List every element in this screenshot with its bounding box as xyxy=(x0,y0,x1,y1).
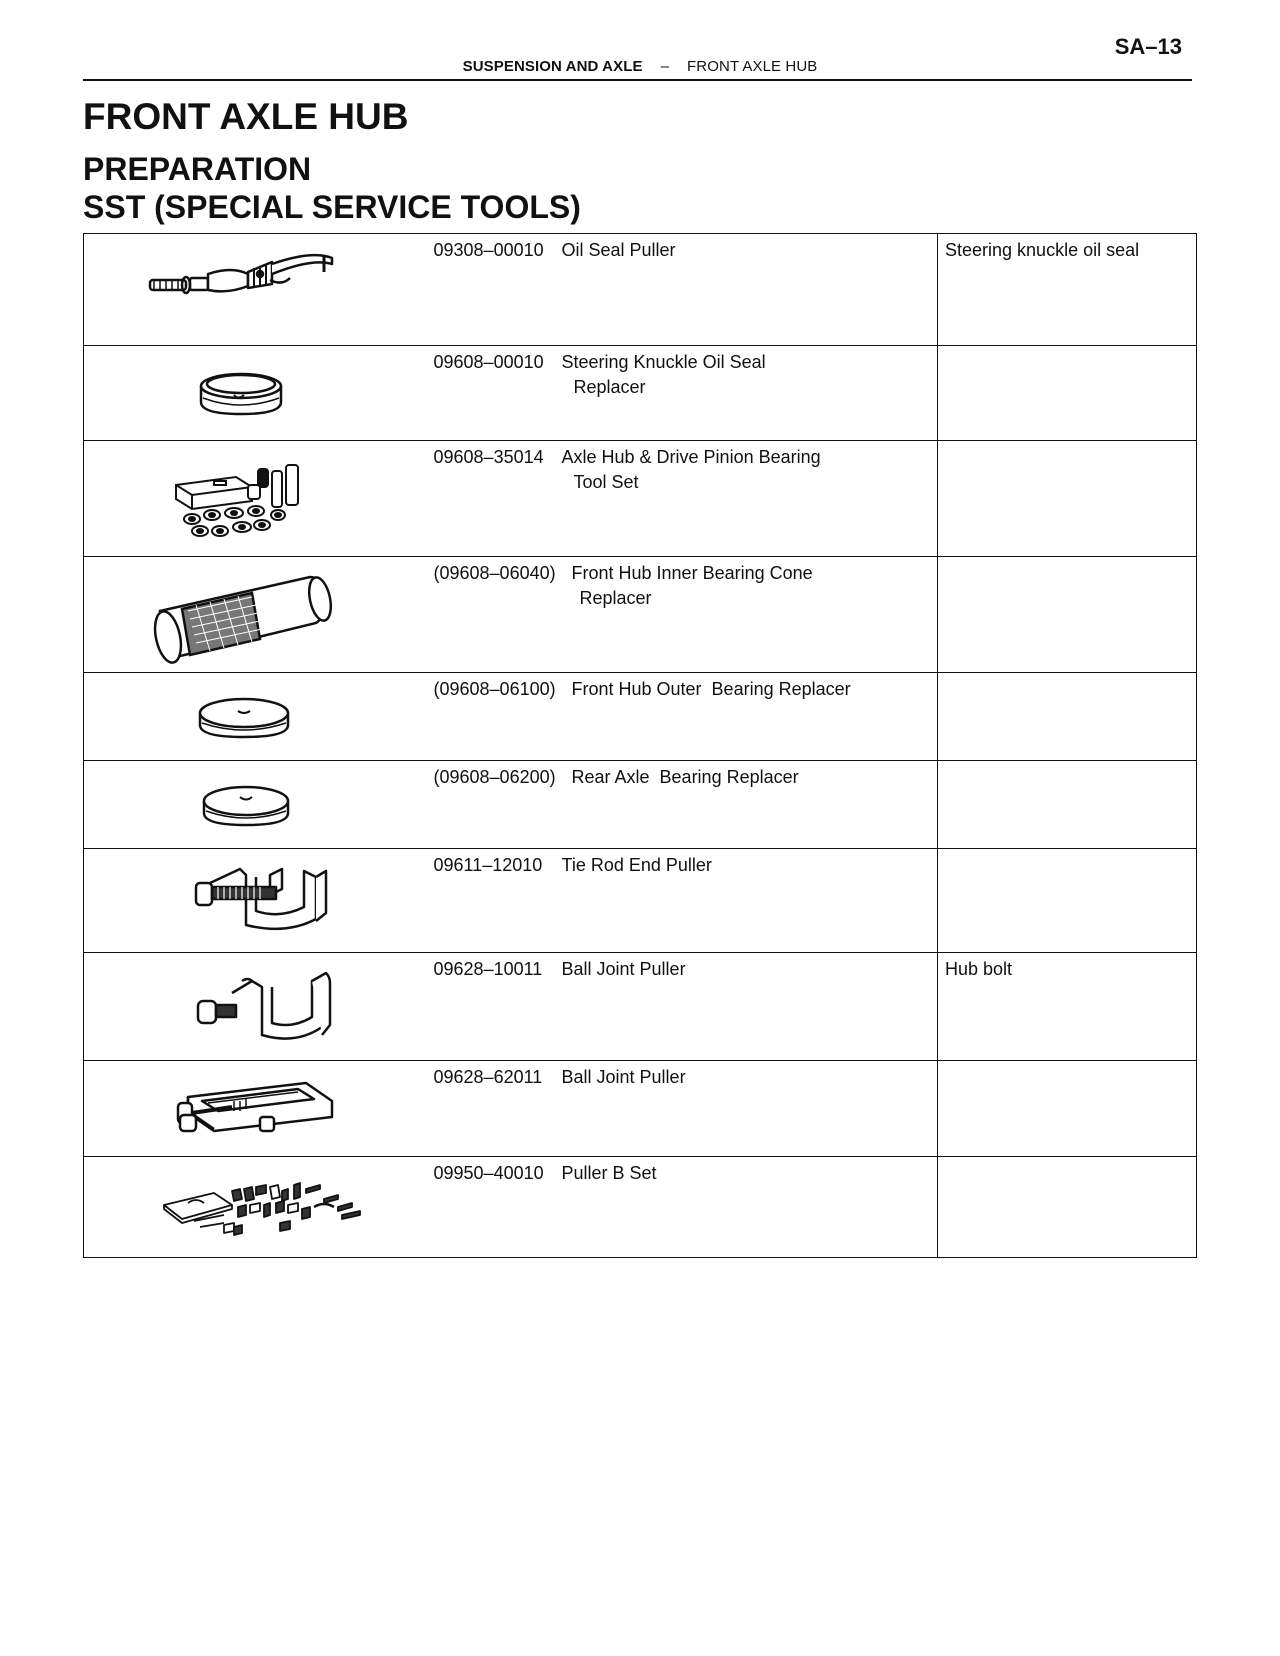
page-number: SA–13 xyxy=(1114,34,1182,59)
usage-note xyxy=(938,673,1197,761)
tool-label xyxy=(434,1161,938,1186)
tool-name: Oil Seal Puller xyxy=(561,240,676,260)
part-number: 09608–00010 xyxy=(433,352,544,372)
outer-bearing-replacer-illustration xyxy=(84,673,382,755)
sst-table xyxy=(83,233,1197,1258)
usage-note: Hub bolt xyxy=(938,953,1197,1061)
tool-label xyxy=(434,561,938,586)
part-number: 09308–00010 xyxy=(433,240,544,260)
usage-note xyxy=(938,346,1197,441)
tool-label xyxy=(434,445,938,470)
section-title: SUSPENSION AND AXLE xyxy=(462,58,643,75)
bearing-cone-replacer-illustration xyxy=(84,557,382,667)
tool-label xyxy=(434,350,938,375)
usage-note xyxy=(938,441,1197,557)
tool-name: Puller B Set xyxy=(561,1163,657,1183)
tool-name-continued: Replacer xyxy=(579,588,652,608)
oil-seal-puller-illustration xyxy=(84,234,382,340)
table-row xyxy=(84,346,1197,441)
usage-note xyxy=(938,849,1197,953)
tool-label xyxy=(434,677,938,702)
section-heading-preparation: PREPARATION xyxy=(83,151,312,187)
usage-note xyxy=(938,1157,1197,1258)
table-row xyxy=(84,1061,1197,1157)
part-number: 09628–10011 xyxy=(433,959,543,979)
tool-name: Ball Joint Puller xyxy=(561,1067,686,1087)
header-rule xyxy=(83,79,1192,81)
header-separator: – xyxy=(660,58,670,75)
usage-note: Steering knuckle oil seal xyxy=(938,234,1197,346)
part-number: 09950–40010 xyxy=(433,1163,544,1183)
part-number: (09608–06200) xyxy=(433,767,556,787)
part-number: 09608–35014 xyxy=(433,447,544,467)
table-row xyxy=(84,1157,1197,1258)
table-row xyxy=(84,441,1197,557)
usage-note xyxy=(938,1061,1197,1157)
part-number: (09608–06040) xyxy=(433,563,556,583)
tool-name: Rear Axle Bearing Replacer xyxy=(571,767,799,787)
tool-label xyxy=(434,957,938,982)
tool-label xyxy=(434,1065,938,1090)
puller-b-set-illustration xyxy=(84,1157,382,1252)
tool-label xyxy=(434,853,938,878)
table-row xyxy=(84,557,1197,673)
tool-name: Ball Joint Puller xyxy=(561,959,686,979)
table-row xyxy=(84,234,1197,346)
table-row xyxy=(84,761,1197,849)
tool-name: Front Hub Inner Bearing Cone xyxy=(571,563,813,583)
tool-label xyxy=(434,765,938,790)
tool-name: Steering Knuckle Oil Seal xyxy=(561,352,766,372)
table-row xyxy=(84,849,1197,953)
oil-seal-replacer-illustration xyxy=(84,346,382,435)
table-row xyxy=(84,673,1197,761)
tool-label xyxy=(434,238,938,263)
tool-name: Axle Hub & Drive Pinion Bearing xyxy=(561,447,821,467)
running-header xyxy=(0,58,1280,75)
part-number: 09611–12010 xyxy=(433,855,543,875)
table-row xyxy=(84,953,1197,1061)
usage-note xyxy=(938,761,1197,849)
usage-note xyxy=(938,557,1197,673)
bearing-tool-set-illustration xyxy=(84,441,382,551)
page-title: FRONT AXLE HUB xyxy=(83,96,409,137)
tool-name: Tie Rod End Puller xyxy=(561,855,712,875)
tie-rod-end-puller-illustration xyxy=(84,849,382,947)
tool-name: Front Hub Outer Bearing Replacer xyxy=(571,679,851,699)
section-heading-sst: SST (SPECIAL SERVICE TOOLS) xyxy=(83,189,581,225)
subsection-title: FRONT AXLE HUB xyxy=(687,58,818,75)
tool-name-continued: Replacer xyxy=(573,377,646,397)
ball-joint-puller-2-illustration xyxy=(84,1061,382,1151)
ball-joint-puller-illustration xyxy=(84,953,382,1055)
tool-name-continued: Tool Set xyxy=(573,472,639,492)
rear-axle-bearing-replacer-illustration xyxy=(84,761,382,843)
part-number: (09608–06100) xyxy=(433,679,556,699)
part-number: 09628–62011 xyxy=(433,1067,543,1087)
